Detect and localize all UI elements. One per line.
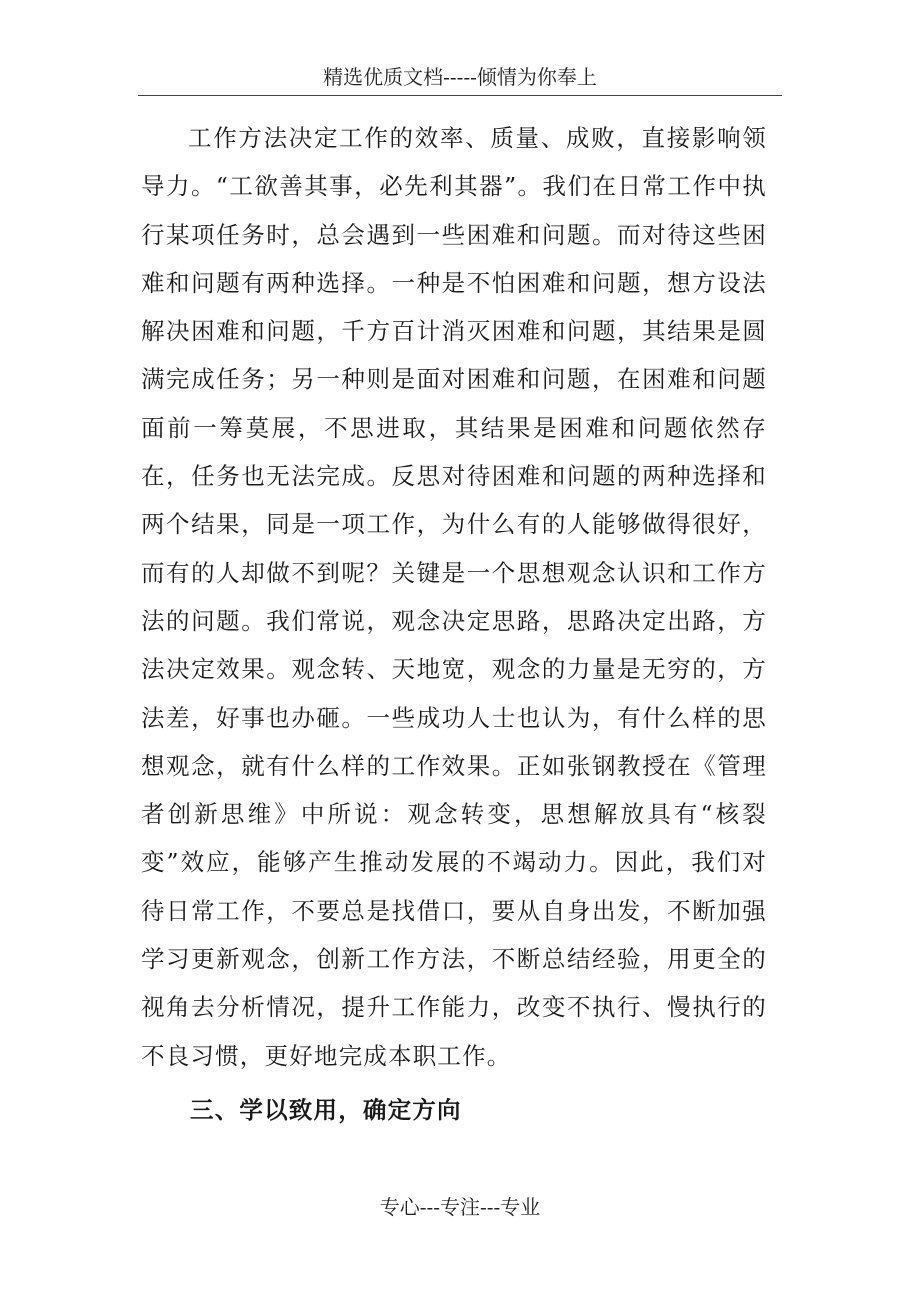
page-footer: 专心---专注---专业 <box>379 1195 541 1219</box>
section-heading: 三、学以致用，确定方向 <box>190 1096 462 1124</box>
header-divider <box>138 95 782 96</box>
page-header: 精选优质文档-----倾情为你奉上 <box>323 65 597 89</box>
body-paragraph: 工作方法决定工作的效率、质量、成败，直接影响领导力。“工欲善其事，必先利其器”。我们在日常工作中执行某项任务时，总会遇到一些困难和问题。而对待这些困难和问题有两种选择。一种是不怕困难和问题，想方设法解决困难和问题，千方百计消灭困难和问题，其结果是圆满完成任务；另一种则是面对困难和问题，在困难和问题面前一筹莫展，不思进取，其结果是困难和问题依然存在，任务也无法完成。反思对待困难和问题的两种选择和两个结果，同是一项工作，为什么有的人能够做得很好，而有的人却做不到呢？关键是一个思想观念认识和工作方法的问题。我们常说，观念决定思路，思路决定出路，方法决定效果。观念转、天地宽，观念的力量是无穷的，方法差，好事也办砸。一些成功人士也认为，有什么样的思想观念，就有什么样的工作效果。正如张钢教授在《管理者创新思维》中所说：观念转变，思想解放具有“核裂变”效应，能够产生推动发展的不竭动力。因此，我们对待日常工作，不要总是找借口，要从自身出发，不断加强学习更新观念，创新工作方法，不断总结经验，用更全的视角去分析情况，提升工作能力，改变不执行、慢执行的不良习惯，更好地完成本职工作。 <box>141 124 767 1070</box>
